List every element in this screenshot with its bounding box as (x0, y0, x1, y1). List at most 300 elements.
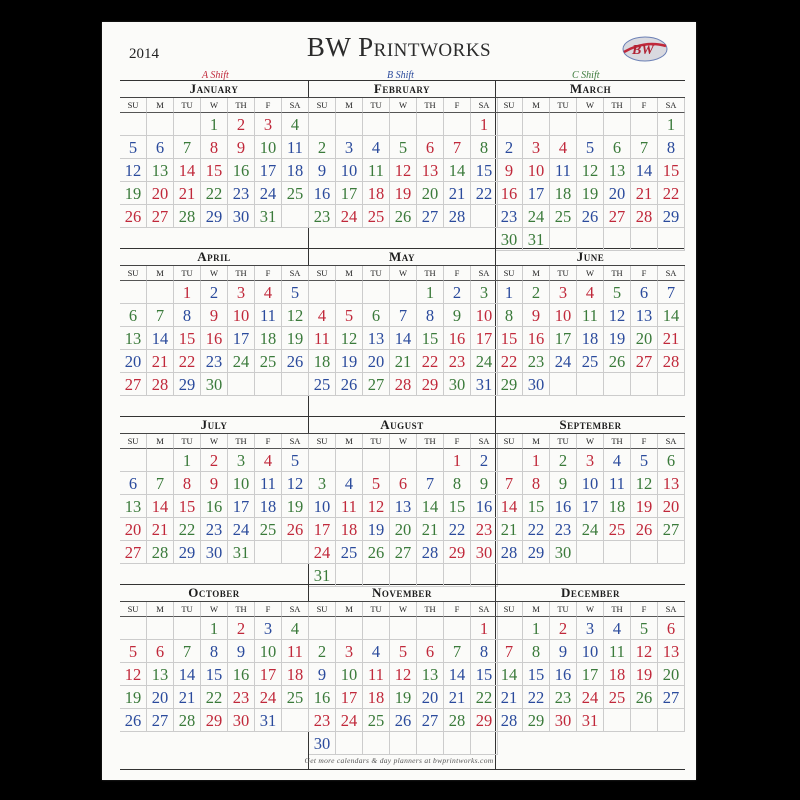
empty-cell (604, 228, 631, 251)
day-cell: 9 (496, 159, 523, 182)
day-cell: 28 (658, 350, 685, 373)
day-cells (496, 281, 685, 396)
day-cell: 30 (444, 373, 471, 396)
day-cell: 13 (417, 159, 444, 182)
day-cell: 15 (174, 495, 201, 518)
weekday-header: M (147, 434, 174, 449)
day-cell: 16 (550, 663, 577, 686)
weekday-header: F (631, 266, 658, 281)
day-cell: 21 (174, 182, 201, 205)
day-cell: 5 (577, 136, 604, 159)
day-cell: 5 (120, 136, 147, 159)
weekday-header: SA (471, 266, 498, 281)
day-cell: 23 (523, 350, 550, 373)
logo-text: BW (632, 43, 654, 58)
weekday-header: TU (174, 434, 201, 449)
empty-cell (390, 617, 417, 640)
weekday-header: F (444, 602, 471, 617)
day-cell: 27 (147, 205, 174, 228)
day-cell: 19 (282, 495, 309, 518)
month-june (496, 249, 685, 417)
day-cell: 25 (255, 350, 282, 373)
day-cell: 27 (417, 709, 444, 732)
day-cell: 20 (417, 686, 444, 709)
month-name: July (200, 417, 228, 432)
day-cell: 5 (631, 449, 658, 472)
day-cell: 4 (255, 449, 282, 472)
day-cell: 19 (604, 327, 631, 350)
month-name: December (561, 585, 620, 600)
day-cell: 23 (201, 518, 228, 541)
day-cell: 18 (336, 518, 363, 541)
day-cell: 21 (444, 686, 471, 709)
day-cell: 14 (658, 304, 685, 327)
day-cell: 24 (255, 686, 282, 709)
day-cell: 6 (631, 281, 658, 304)
empty-cell (523, 113, 550, 136)
weekday-header: SA (282, 266, 309, 281)
day-cell: 31 (228, 541, 255, 564)
day-cell: 20 (147, 686, 174, 709)
day-cell: 15 (523, 495, 550, 518)
day-cell: 1 (174, 449, 201, 472)
year-label: 2014 (129, 46, 159, 62)
day-cell: 25 (577, 350, 604, 373)
day-cell: 25 (550, 205, 577, 228)
day-cell: 25 (363, 205, 390, 228)
weekday-header: SA (658, 434, 685, 449)
weekday-header-row (120, 97, 309, 113)
shift-label-a: A Shift (202, 70, 229, 81)
weekday-header: TU (550, 434, 577, 449)
day-cell: 13 (658, 640, 685, 663)
day-cell: 11 (363, 663, 390, 686)
day-cell: 26 (390, 709, 417, 732)
weekday-header: M (336, 98, 363, 113)
month-name: November (372, 585, 432, 600)
bw-logo-icon (622, 32, 668, 64)
day-cell: 30 (550, 709, 577, 732)
weekday-header: TH (228, 98, 255, 113)
weekday-header: SU (309, 434, 336, 449)
day-cell: 7 (444, 640, 471, 663)
weekday-header: TU (550, 98, 577, 113)
empty-cell (658, 373, 685, 396)
weekday-header: M (523, 434, 550, 449)
month-march (496, 81, 685, 249)
day-cell: 2 (309, 136, 336, 159)
day-cell: 9 (228, 640, 255, 663)
day-cell: 10 (523, 159, 550, 182)
day-cell: 6 (417, 136, 444, 159)
day-cell: 22 (523, 518, 550, 541)
day-cell: 5 (336, 304, 363, 327)
day-cell: 18 (255, 495, 282, 518)
day-cell: 21 (658, 327, 685, 350)
weekday-header: F (444, 98, 471, 113)
day-cell: 18 (604, 495, 631, 518)
day-cell: 4 (309, 304, 336, 327)
day-cell: 19 (390, 182, 417, 205)
day-cell: 5 (604, 281, 631, 304)
day-cell: 16 (201, 327, 228, 350)
empty-cell (417, 617, 444, 640)
weekday-header: SU (496, 602, 523, 617)
day-cell: 14 (390, 327, 417, 350)
day-cell: 12 (282, 304, 309, 327)
day-cell: 2 (471, 449, 498, 472)
day-cell: 15 (417, 327, 444, 350)
day-cell: 28 (147, 541, 174, 564)
day-cell: 8 (471, 136, 498, 159)
day-cell: 2 (496, 136, 523, 159)
day-cell: 19 (336, 350, 363, 373)
empty-cell (577, 541, 604, 564)
weekday-header-row (120, 433, 309, 449)
day-cell: 12 (631, 472, 658, 495)
day-cell: 25 (363, 709, 390, 732)
day-cell: 2 (228, 113, 255, 136)
empty-cell (120, 449, 147, 472)
day-cell: 19 (282, 327, 309, 350)
day-cell: 24 (336, 709, 363, 732)
empty-cell (471, 205, 498, 228)
weekday-header: SU (309, 98, 336, 113)
month-january (120, 81, 309, 249)
empty-cell (550, 228, 577, 251)
day-cell: 1 (658, 113, 685, 136)
day-cell: 9 (471, 472, 498, 495)
day-cell: 18 (282, 663, 309, 686)
day-cell: 3 (309, 472, 336, 495)
day-cell: 8 (201, 136, 228, 159)
empty-cell (631, 541, 658, 564)
day-cell: 27 (120, 541, 147, 564)
day-cell: 15 (523, 663, 550, 686)
day-cell: 23 (550, 686, 577, 709)
day-cell: 30 (228, 205, 255, 228)
empty-cell (471, 564, 498, 587)
day-cell: 22 (417, 350, 444, 373)
weekday-header: SU (309, 266, 336, 281)
day-cell: 20 (147, 182, 174, 205)
weekday-header: TH (417, 434, 444, 449)
day-cell: 29 (523, 541, 550, 564)
empty-cell (336, 281, 363, 304)
weekday-header: F (255, 602, 282, 617)
weekday-header: M (147, 602, 174, 617)
day-cell: 15 (201, 663, 228, 686)
empty-cell (147, 617, 174, 640)
day-cell: 16 (309, 686, 336, 709)
empty-cell (174, 113, 201, 136)
shift-label-b: B Shift (387, 70, 414, 81)
empty-cell (604, 113, 631, 136)
day-cell: 2 (523, 281, 550, 304)
day-cell: 14 (174, 159, 201, 182)
day-cell: 26 (120, 709, 147, 732)
day-cell: 29 (658, 205, 685, 228)
day-cell: 8 (523, 640, 550, 663)
day-cell: 4 (604, 617, 631, 640)
weekday-header: W (577, 266, 604, 281)
day-cell: 4 (255, 281, 282, 304)
day-cell: 7 (174, 640, 201, 663)
day-cell: 25 (604, 518, 631, 541)
day-cell: 28 (444, 205, 471, 228)
day-cell: 19 (120, 686, 147, 709)
day-cell: 24 (255, 182, 282, 205)
weekday-header: F (444, 434, 471, 449)
footer-note: Get more calendars & day planners at bwprintworks.com (304, 756, 494, 765)
day-cell: 13 (147, 159, 174, 182)
day-cell: 15 (174, 327, 201, 350)
empty-cell (336, 449, 363, 472)
month-name: May (389, 249, 415, 264)
day-cell: 27 (417, 205, 444, 228)
empty-cell (309, 281, 336, 304)
day-cell: 22 (201, 686, 228, 709)
weekday-header: M (336, 602, 363, 617)
day-cell: 6 (120, 304, 147, 327)
weekday-header-row (496, 433, 685, 449)
empty-cell (147, 113, 174, 136)
day-cell: 19 (577, 182, 604, 205)
day-cell: 30 (496, 228, 523, 251)
day-cell: 19 (390, 686, 417, 709)
day-cell: 21 (496, 686, 523, 709)
day-cell: 30 (228, 709, 255, 732)
empty-cell (658, 541, 685, 564)
day-cell: 15 (471, 663, 498, 686)
day-cell: 11 (577, 304, 604, 327)
weekday-header: TH (604, 266, 631, 281)
day-cell: 30 (201, 373, 228, 396)
day-cell: 6 (147, 136, 174, 159)
day-cell: 25 (282, 182, 309, 205)
month-name: February (373, 81, 431, 96)
empty-cell (282, 373, 309, 396)
empty-cell (336, 113, 363, 136)
weekday-header: SU (496, 98, 523, 113)
weekday-header: TU (363, 434, 390, 449)
day-cell: 4 (604, 449, 631, 472)
weekday-header: W (201, 602, 228, 617)
day-cell: 18 (550, 182, 577, 205)
day-cell: 3 (577, 617, 604, 640)
day-cell: 24 (577, 518, 604, 541)
day-cell: 7 (496, 472, 523, 495)
weekday-header: SU (496, 266, 523, 281)
day-cell: 15 (496, 327, 523, 350)
day-cell: 11 (604, 472, 631, 495)
day-cell: 17 (228, 327, 255, 350)
day-cell: 12 (363, 495, 390, 518)
day-cell: 26 (631, 686, 658, 709)
day-cell: 11 (604, 640, 631, 663)
empty-cell (417, 564, 444, 587)
empty-cell (417, 732, 444, 755)
weekday-header: F (444, 266, 471, 281)
month-september (496, 417, 685, 585)
empty-cell (390, 281, 417, 304)
day-cell: 22 (523, 686, 550, 709)
day-cell: 4 (336, 472, 363, 495)
day-cell: 26 (282, 518, 309, 541)
day-cell: 13 (417, 663, 444, 686)
weekday-header: W (577, 602, 604, 617)
empty-cell (390, 732, 417, 755)
day-cell: 11 (255, 304, 282, 327)
weekday-header: SU (120, 602, 147, 617)
weekday-header: TH (228, 602, 255, 617)
weekday-header-row (309, 601, 498, 617)
day-cell: 9 (309, 159, 336, 182)
day-cell: 17 (255, 159, 282, 182)
day-cell: 7 (390, 304, 417, 327)
day-cell: 7 (444, 136, 471, 159)
empty-cell (336, 617, 363, 640)
day-cell: 28 (496, 541, 523, 564)
day-cells (496, 449, 685, 564)
day-cell: 7 (174, 136, 201, 159)
day-cell: 18 (255, 327, 282, 350)
empty-cell (309, 449, 336, 472)
day-cell: 21 (174, 686, 201, 709)
weekday-header: SA (471, 98, 498, 113)
month-name: October (188, 585, 240, 600)
day-cell: 26 (282, 350, 309, 373)
empty-cell (363, 564, 390, 587)
day-cell: 6 (658, 617, 685, 640)
day-cell: 27 (120, 373, 147, 396)
day-cell: 30 (471, 541, 498, 564)
day-cell: 8 (444, 472, 471, 495)
day-cell: 30 (201, 541, 228, 564)
day-cell: 1 (174, 281, 201, 304)
weekday-header: SA (282, 434, 309, 449)
day-cell: 13 (120, 495, 147, 518)
weekday-header: SA (658, 266, 685, 281)
weekday-header: TU (363, 602, 390, 617)
day-cell: 27 (631, 350, 658, 373)
day-cell: 9 (550, 472, 577, 495)
day-cell: 1 (523, 617, 550, 640)
months-grid (120, 80, 685, 770)
day-cell: 22 (201, 182, 228, 205)
day-cell: 9 (201, 304, 228, 327)
day-cell: 17 (577, 663, 604, 686)
weekday-header: SU (120, 434, 147, 449)
month-july (120, 417, 309, 585)
day-cell: 28 (390, 373, 417, 396)
day-cell: 31 (471, 373, 498, 396)
day-cell: 16 (523, 327, 550, 350)
day-cell: 1 (201, 617, 228, 640)
empty-cell (631, 709, 658, 732)
empty-cell (363, 449, 390, 472)
day-cell: 28 (174, 205, 201, 228)
empty-cell (147, 449, 174, 472)
day-cell: 19 (363, 518, 390, 541)
empty-cell (255, 373, 282, 396)
weekday-header: TU (174, 266, 201, 281)
day-cell: 16 (309, 182, 336, 205)
day-cell: 24 (228, 350, 255, 373)
day-cell: 6 (390, 472, 417, 495)
day-cell: 21 (631, 182, 658, 205)
day-cell: 3 (255, 617, 282, 640)
day-cell: 28 (496, 709, 523, 732)
day-cell: 3 (577, 449, 604, 472)
weekday-header: W (201, 266, 228, 281)
day-cell: 6 (604, 136, 631, 159)
day-cell: 28 (417, 541, 444, 564)
day-cell: 28 (631, 205, 658, 228)
weekday-header-row (120, 265, 309, 281)
day-cell: 3 (523, 136, 550, 159)
weekday-header: M (147, 266, 174, 281)
weekday-header-row (496, 601, 685, 617)
day-cell: 23 (309, 205, 336, 228)
day-cell: 6 (363, 304, 390, 327)
weekday-header: F (631, 98, 658, 113)
day-cell: 30 (309, 732, 336, 755)
month-name: September (559, 417, 622, 432)
day-cell: 29 (174, 541, 201, 564)
day-cell: 16 (201, 495, 228, 518)
day-cell: 10 (255, 640, 282, 663)
day-cells (309, 281, 498, 396)
day-cell: 10 (577, 640, 604, 663)
weekday-header: TH (417, 98, 444, 113)
day-cell: 21 (417, 518, 444, 541)
day-cell: 4 (282, 113, 309, 136)
day-cell: 11 (282, 640, 309, 663)
day-cell: 8 (174, 472, 201, 495)
weekday-header: M (147, 98, 174, 113)
calendar-card (102, 22, 696, 780)
day-cell: 10 (255, 136, 282, 159)
day-cell: 9 (228, 136, 255, 159)
day-cell: 28 (147, 373, 174, 396)
weekday-header: W (390, 602, 417, 617)
day-cell: 1 (523, 449, 550, 472)
day-cell: 24 (336, 205, 363, 228)
day-cell: 18 (363, 686, 390, 709)
weekday-header: TU (174, 98, 201, 113)
empty-cell (120, 281, 147, 304)
day-cell: 15 (658, 159, 685, 182)
weekday-header: M (336, 266, 363, 281)
day-cell: 26 (120, 205, 147, 228)
day-cell: 17 (550, 327, 577, 350)
weekday-header: SA (658, 602, 685, 617)
day-cell: 25 (604, 686, 631, 709)
day-cell: 21 (496, 518, 523, 541)
day-cell: 6 (658, 449, 685, 472)
day-cell: 31 (577, 709, 604, 732)
day-cells (496, 113, 685, 251)
day-cell: 8 (523, 472, 550, 495)
day-cell: 15 (471, 159, 498, 182)
day-cell: 9 (201, 472, 228, 495)
day-cell: 26 (577, 205, 604, 228)
day-cell: 7 (496, 640, 523, 663)
day-cell: 5 (631, 617, 658, 640)
day-cell: 24 (577, 686, 604, 709)
day-cell: 8 (174, 304, 201, 327)
